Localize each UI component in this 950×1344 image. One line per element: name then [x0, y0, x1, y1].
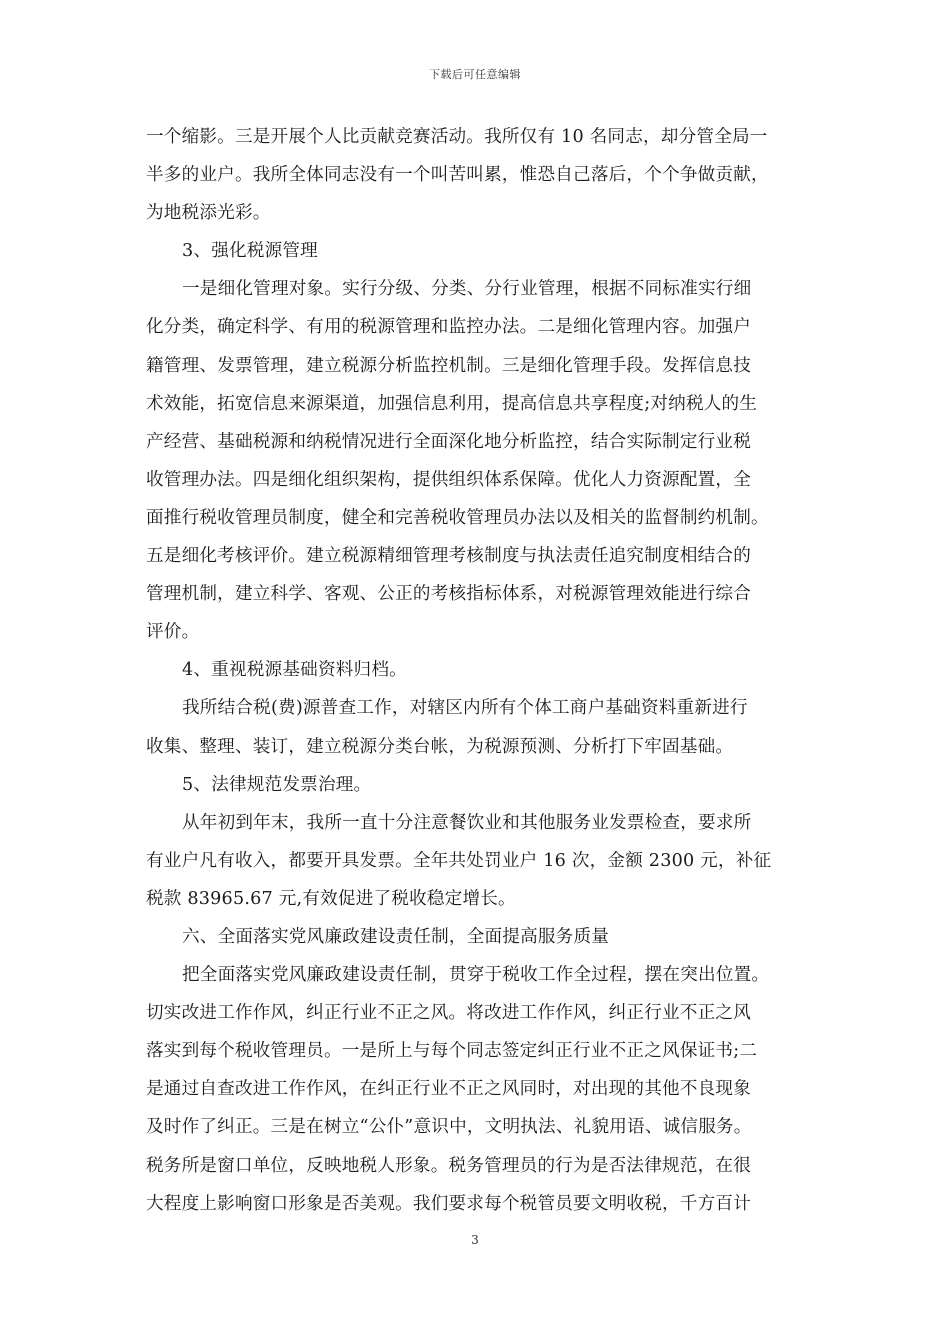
- text-line: 落实到每个税收管理员。一是所上与每个同志签定纠正行业不正之风保证书;二: [146, 1041, 758, 1062]
- text-line: 化分类，确定科学、有用的税源管理和监控办法。二是细化管理内容。加强户: [146, 317, 751, 338]
- text-line: 收管理办法。四是细化组织架构，提供组织体系保障。优化人力资源配置，全: [146, 469, 751, 490]
- text-line: 税务所是窗口单位，反映地税人形象。税务管理员的行为是否法律规范，在很: [146, 1155, 751, 1176]
- text-line: 是通过自查改进工作作风，在纠正行业不正之风同时，对出现的其他不良现象: [146, 1079, 751, 1100]
- text-line: 五是细化考核评价。建立税源精细管理考核制度与执法责任追究制度相结合的: [146, 546, 751, 567]
- page-header: 下载后可任意编辑: [429, 68, 521, 81]
- document-body: [146, 118, 806, 1223]
- text-line: 术效能，拓宽信息来源渠道，加强信息利用，提高信息共享程度;对纳税人的生: [146, 393, 758, 414]
- text-line: 切实改进工作作风，纠正行业不正之风。将改进工作作风，纠正行业不正之风: [146, 1003, 751, 1024]
- text-line: 我所结合税(费)源普查工作，对辖区内所有个体工商户基础资料重新进行: [182, 698, 748, 719]
- text-line: 半多的业户。我所全体同志没有一个叫苦叫累，惟恐自己落后，个个争做贡献，: [146, 165, 769, 186]
- text-line: 大程度上影响窗口形象是否美观。我们要求每个税管员要文明收税，千方百计: [146, 1193, 751, 1214]
- page-number: 3: [471, 1233, 479, 1247]
- text-line: 管理机制，建立科学、客观、公正的考核指标体系，对税源管理效能进行综合: [146, 584, 751, 605]
- text-line: 为地税添光彩。: [146, 203, 271, 224]
- text-line: 六、全面落实党风廉政建设责任制，全面提高服务质量: [182, 926, 610, 947]
- text-line: 面推行税收管理员制度，健全和完善税收管理员办法以及相关的监督制约机制。: [146, 507, 769, 528]
- text-line: 一个缩影。三是开展个人比贡献竞赛活动。我所仅有 10 名同志，却分管全局一: [146, 127, 768, 147]
- text-line: 把全面落实党风廉政建设责任制，贯穿于税收工作全过程，摆在突出位置。: [182, 965, 770, 986]
- text-line: 产经营、基础税源和纳税情况进行全面深化地分析监控，结合实际制定行业税: [146, 431, 751, 452]
- text-line: 5、法律规范发票治理。: [182, 774, 372, 795]
- text-line: 及时作了纠正。三是在树立“公仆”意识中，文明执法、礼貌用语、诚信服务。: [146, 1117, 752, 1138]
- text-line: 税款 83965.67 元,有效促进了税收稳定增长。: [146, 888, 516, 909]
- text-line: 有业户凡有收入，都要开具发票。全年共处罚业户 16 次，金额 2300 元，补征: [146, 850, 772, 871]
- text-line: 3、强化税源管理: [182, 241, 318, 262]
- text-line: 4、重视税源基础资料归档。: [182, 660, 407, 681]
- text-line: 籍管理、发票管理，建立税源分析监控机制。三是细化管理手段。发挥信息技: [146, 355, 751, 376]
- text-line: 收集、整理、装订，建立税源分类台帐，为税源预测、分析打下牢固基础。: [146, 736, 734, 757]
- text-line: 从年初到年末，我所一直十分注意餐饮业和其他服务业发票检查，要求所: [182, 812, 752, 833]
- text-line: 评价。: [146, 622, 200, 643]
- text-line: 一是细化管理对象。实行分级、分类、分行业管理，根据不同标准实行细: [182, 279, 752, 300]
